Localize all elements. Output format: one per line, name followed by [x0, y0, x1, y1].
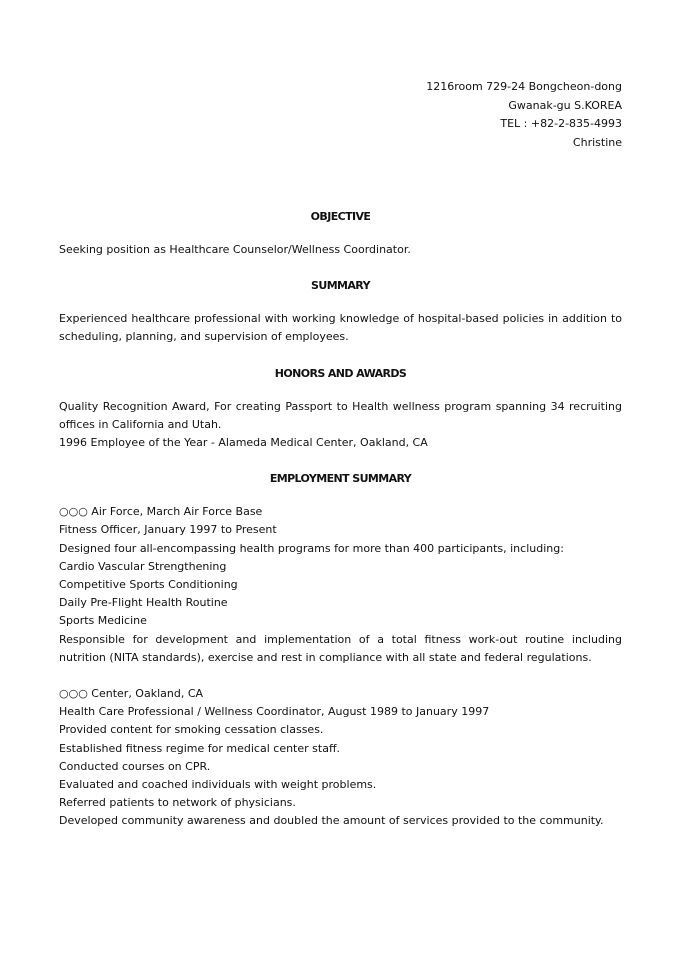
summary-text: Experienced healthcare professional with working knowledge of hospital-based policies in addition to scheduling, planning, and supervision of employees.: [59, 312, 622, 344]
job-employer: ○○○ Center, Oakland, CA: [59, 687, 204, 701]
contact-block: [59, 78, 622, 152]
honors-heading: HONORS AND AWARDS: [274, 366, 407, 380]
address-line-2: Gwanak-gu S.KOREA: [508, 98, 622, 112]
job-duty: Established fitness regime for medical center staff.: [59, 741, 341, 755]
job-entry-2: [59, 685, 622, 831]
spacer: [59, 295, 622, 310]
job-duty: Sports Medicine: [59, 614, 147, 628]
award-item: 1996 Employee of the Year - Alameda Medical Center, Oakland, CA: [59, 436, 428, 450]
spacer: [59, 347, 622, 365]
spacer: [59, 226, 622, 241]
address-line-1: 1216room 729-24 Bongcheon-dong: [426, 80, 622, 93]
spacer: [59, 667, 622, 685]
objective-text: Seeking position as Healthcare Counselor/Wellness Coordinator.: [59, 243, 411, 256]
job-duty: Provided content for smoking cessation classes.: [59, 723, 324, 737]
spacer: [59, 152, 622, 208]
spacer: [59, 452, 622, 470]
job-duty: Cardio Vascular Strengthening: [59, 559, 227, 573]
applicant-name: Christine: [572, 135, 622, 149]
job-duty: Responsible for development and implementation of a total fitness work-out routine including nutrition (NITA standards), exercise and rest in compliance with all state and federal regulations.: [59, 632, 622, 664]
job-duty: Daily Pre-Flight Health Routine: [59, 596, 228, 610]
job-entry-1: [59, 503, 622, 667]
resume-page: [59, 78, 622, 831]
spacer: [59, 488, 622, 503]
job-duty: Designed four all-encompassing health programs for more than 400 participants, including:: [59, 541, 564, 555]
job-title: Fitness Officer, January 1997 to Present: [59, 523, 277, 537]
spacer: [59, 383, 622, 398]
job-title: Health Care Professional / Wellness Coordinator, August 1989 to January 1997: [59, 705, 490, 719]
job-duty: Evaluated and coached individuals with weight problems.: [59, 778, 377, 792]
job-duty: Referred patients to network of physicians.: [59, 796, 296, 810]
job-employer: ○○○ Air Force, March Air Force Base: [59, 505, 263, 519]
spacer: [59, 259, 622, 277]
employment-heading: EMPLOYMENT SUMMARY: [269, 472, 412, 486]
job-duty: Conducted courses on CPR.: [59, 759, 211, 773]
phone-line: TEL : +82-2-835-4993: [500, 117, 622, 130]
objective-heading: OBJECTIVE: [310, 210, 371, 223]
award-item: Quality Recognition Award, For creating Passport to Health wellness program spanning 34 recruiting offices in California and Utah.: [59, 399, 622, 431]
job-duty: Developed community awareness and doubled the amount of services provided to the community.: [59, 814, 604, 828]
summary-heading: SUMMARY: [311, 279, 370, 293]
job-duty: Competitive Sports Conditioning: [59, 578, 238, 592]
